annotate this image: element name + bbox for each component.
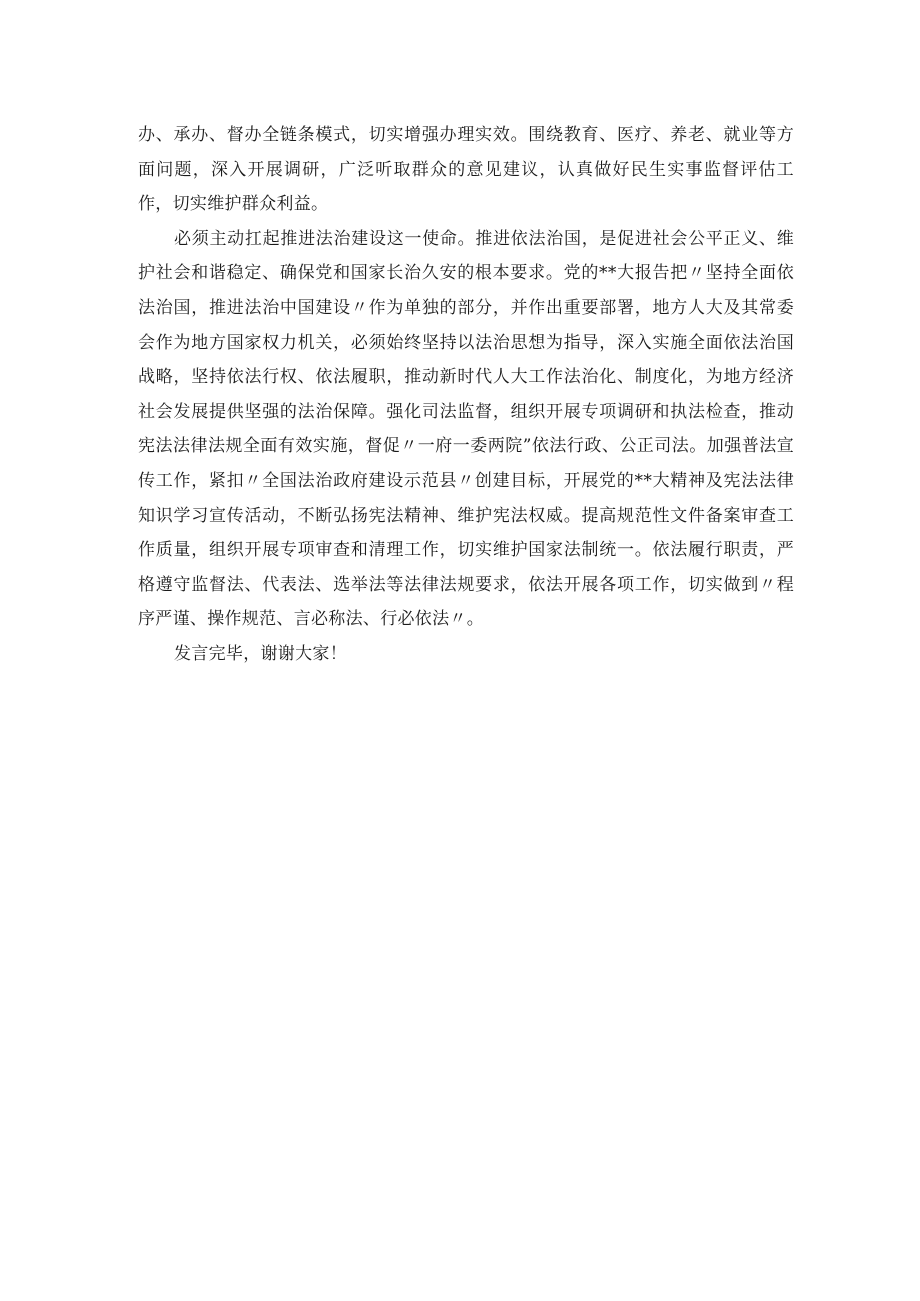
document-body <box>138 118 794 672</box>
paragraph-closing: 发言完毕，谢谢大家！ <box>174 643 347 664</box>
paragraph-continuation: 办、承办、督办全链条模式，切实增强办理实效。围绕教育、医疗、养老、就业等方面问题，深入开展调研，广泛听取群众的意见建议，认真做好民生实事监督评估工作，切实维护群众利益。 <box>138 125 794 215</box>
paragraph-rule-of-law: 必须主动扛起推进法治建设这一使命。推进依法治国，是促进社会公平正义、维护社会和谐稳定、确保党和国家长治久安的根本要求。党的**大报告把〃坚持全面依法治国，推进法治中国建设〃作为单独的部分，并作出重要部署，地方人大及其常委会作为地方国家权力机关，必须始终坚持以法治思想为指导，深入实施全面依法治国战略，坚持依法行权、依法履职，推动新时代人大工作法治化、制度化，为地方经济社会发展提供坚强的法治保障。强化司法监督，组织开展专项调研和执法检查，推动宪法法律法规全面有效实施，督促〃一府一委两院”依法行政、公正司法。加强普法宣传工作，紧扣〃全国法治政府建设示范县〃创建目标，开展党的**大精神及宪法法律知识学习宣传活动，不断弘扬宪法精神、维护宪法权威。提高规范性文件备案审查工作质量，组织开展专项审查和清理工作，切实维护国家法制统一。依法履行职责，严格遵守监督法、代表法、选举法等法律法规要求，依法开展各项工作，切实做到〃程序严谨、操作规范、言必称法、行必依法〃。 <box>138 228 794 630</box>
